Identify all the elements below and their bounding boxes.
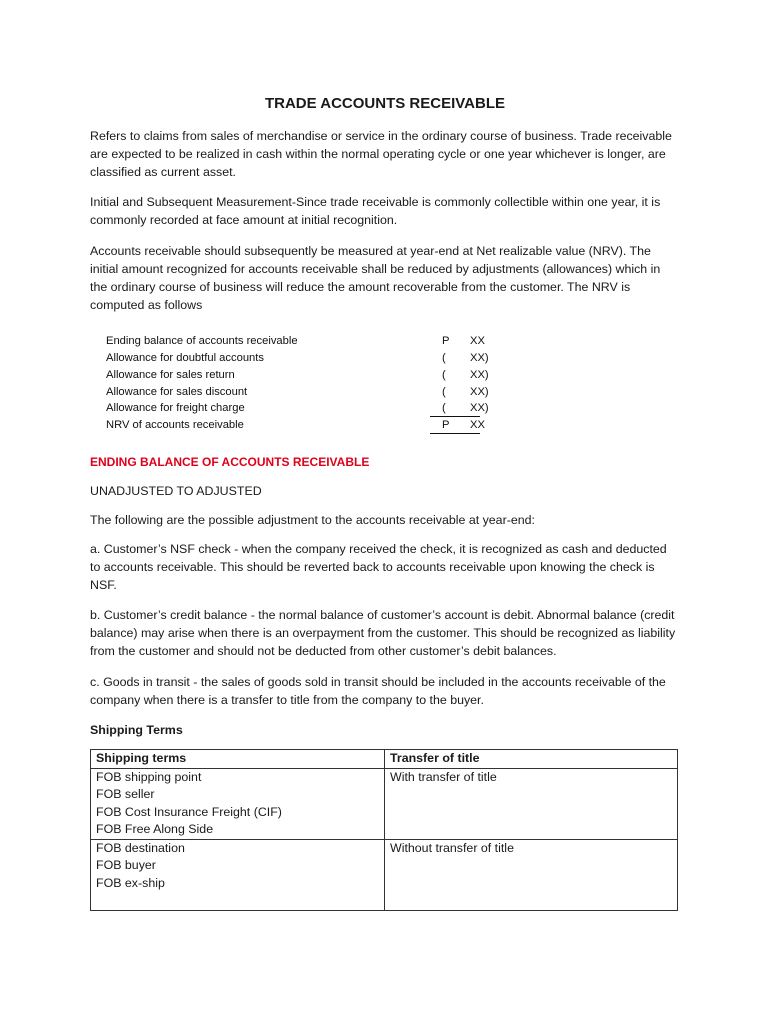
term-item: FOB Free Along Side	[96, 822, 214, 836]
nrv-row	[106, 367, 496, 384]
nrv-label: Allowance for freight charge	[106, 402, 245, 414]
term-item: FOB seller	[96, 787, 155, 801]
nrv-label: Ending balance of accounts receivable	[106, 335, 298, 347]
nrv-amount: XX)	[470, 369, 489, 381]
table-header-row	[91, 750, 678, 769]
table-cell-transfer: Without transfer of title	[385, 839, 678, 910]
table-row	[91, 768, 678, 839]
nrv-symbol: (	[442, 369, 446, 381]
nrv-label: Allowance for sales discount	[106, 386, 248, 398]
nrv-row	[106, 417, 496, 434]
nrv-amount: XX)	[470, 402, 489, 414]
nrv-amount: XX)	[470, 386, 489, 398]
nrv-row	[106, 333, 496, 350]
item-goods-in-transit: c. Goods in transit - the sales of goods sold in transit should be included in the accounts receivable of the company when there is a transfer to title from the company to the buyer.	[90, 675, 666, 707]
nrv-row	[106, 384, 496, 401]
nrv-amount: XX	[470, 335, 485, 347]
paragraph-definition: Refers to claims from sales of merchandise or service in the ordinary course of business. Trade receivable are expected to be realized in cash within the normal operating cycle or one year whichever is longer, are classified as current asset.	[90, 129, 672, 179]
nrv-symbol: P	[442, 419, 450, 431]
shipping-terms-table	[90, 749, 678, 911]
table-cell-terms	[91, 768, 385, 839]
table-row	[91, 839, 678, 910]
term-item: FOB ex-ship	[96, 875, 165, 890]
page-title: TRADE ACCOUNTS RECEIVABLE	[264, 95, 505, 112]
nrv-label: NRV of accounts receivable	[106, 419, 244, 431]
item-nsf-check: a. Customer’s NSF check - when the company received the check, it is recognized as cash and deducted to accounts receivable. This should be reverted back to accounts receivable upon knowing the check is NSF.	[90, 542, 667, 592]
table-header-cell: Transfer of title	[385, 750, 678, 769]
nrv-row	[106, 350, 496, 367]
term-item: FOB buyer	[96, 858, 156, 872]
term-item: FOB destination	[96, 840, 185, 855]
table-header-cell: Shipping terms	[91, 750, 385, 769]
total-underline	[430, 433, 480, 434]
nrv-symbol: (	[442, 402, 446, 414]
item-credit-balance: b. Customer’s credit balance - the normal balance of customer’s account is debit. Abnormal balance (credit balance) may arise when there is an overpayment from the customer. This should be recognized as liability from the customer and should not be deducted from other customer’s debit balances.	[90, 608, 676, 658]
term-item: FOB shipping point	[96, 769, 202, 784]
table-cell-transfer: With transfer of title	[385, 768, 678, 839]
nrv-symbol: (	[442, 352, 446, 364]
nrv-computation-figure	[92, 325, 492, 443]
nrv-label: Allowance for sales return	[106, 369, 235, 381]
subheading: UNADJUSTED TO ADJUSTED	[90, 484, 262, 498]
nrv-label: Allowance for doubtful accounts	[106, 352, 264, 364]
nrv-symbol: P	[442, 335, 450, 347]
nrv-amount: XX)	[470, 352, 489, 364]
term-spacer	[96, 892, 379, 910]
section-heading: ENDING BALANCE OF ACCOUNTS RECEIVABLE	[90, 455, 370, 469]
shipping-heading: Shipping Terms	[90, 723, 183, 737]
paragraph-nrv: Accounts receivable should subsequently be measured at year-end at Net realizable value (NRV). The initial amount recognized for accounts receivable shall be reduced by adjustments (allowances) which in the ordinary course of business will reduce the amount recoverable from the customer. The NRV is computed as follows	[90, 244, 661, 312]
table-cell-terms	[91, 839, 385, 910]
nrv-amount: XX	[470, 419, 485, 431]
nrv-row	[106, 400, 496, 417]
term-item: FOB Cost Insurance Freight (CIF)	[96, 804, 282, 819]
paragraph-measurement: Initial and Subsequent Measurement-Since trade receivable is commonly collectible within one year, it is commonly recorded at face amount at initial recognition.	[90, 195, 661, 227]
nrv-symbol: (	[442, 386, 446, 398]
adjustments-intro: The following are the possible adjustment to the accounts receivable at year-end:	[90, 513, 535, 527]
